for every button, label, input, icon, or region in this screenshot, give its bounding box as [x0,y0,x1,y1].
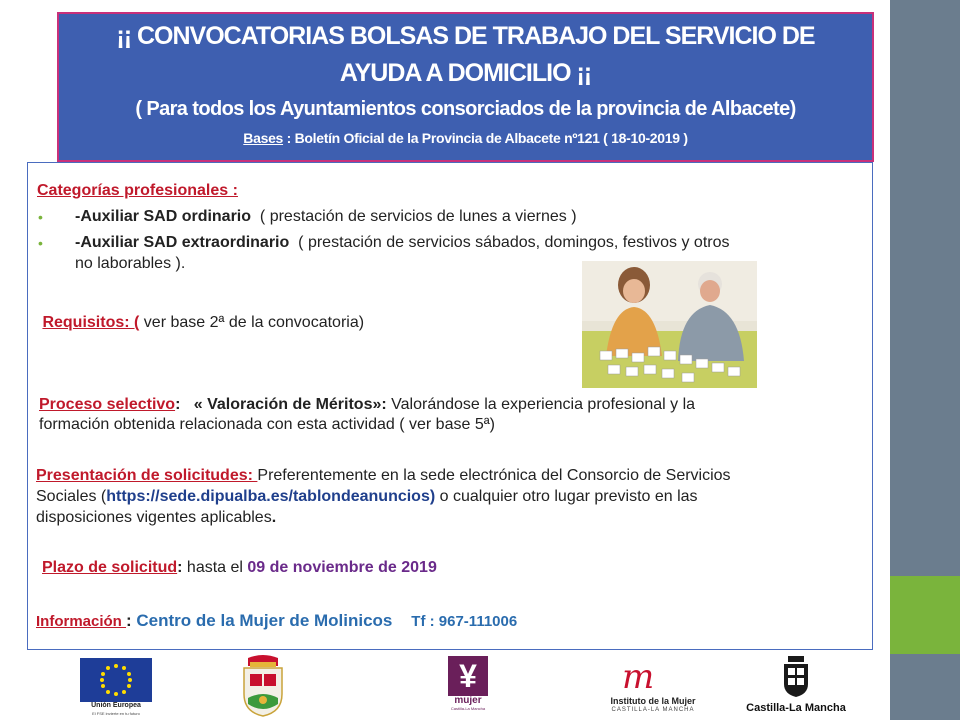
title-banner [57,12,874,162]
proceso-line-1 [39,394,695,416]
clm-name: Castilla-La Mancha [746,702,846,714]
centro-mujer-label: mujer [454,695,482,706]
centro-mujer-icon: ¥ [448,656,488,696]
category-detail-2: ( prestación de servicios sábados, domingos, festivos y otros [298,234,730,251]
proceso-line-2: formación obtenida relacionada con esta actividad ( ver base 5ª) [39,416,495,433]
requisitos-text: ver base 2ª de la convocatoria) [139,314,365,331]
sidebar-green-accent [890,576,960,654]
plazo-line [42,557,437,579]
bases-line [59,130,872,146]
presentacion-line-3 [36,507,276,529]
presentacion-text: Preferentemente en la sede electrónica del Consorcio de Servicios [257,467,731,484]
proceso-colon: : [175,396,181,413]
informacion-label: Información [36,613,127,630]
caregiver-photo [582,261,757,388]
presentacion-text2-pre: Sociales ( [36,488,107,505]
eu-logo [80,658,152,718]
category-name-2: -Auxiliar SAD extraordinario [75,234,290,251]
footer-logos [0,652,890,720]
eu-name: Unión Europea [91,702,141,709]
proceso-highlight: « Valoración de Méritos»: [193,396,387,413]
bases-label: Bases [243,130,284,146]
categories-heading: Categorías profesionales : [37,182,238,199]
presentacion-text3: disposiciones vigentes aplicables [36,509,272,526]
instituto-mujer-logo [590,657,716,716]
bullet-icon: • [38,235,43,251]
sede-link[interactable]: https://sede.dipualba.es/tablondeanuncios) [106,488,436,505]
eu-sub: El FSE invierte en tu futuro [92,711,140,716]
presentacion-label: Presentación de solicitudes: [36,467,258,484]
proceso-text: Valorándose la experiencia profesional y la [386,396,696,413]
category-name-1: -Auxiliar SAD ordinario [75,208,252,225]
requisitos-line [38,312,364,334]
presentacion-text3-end: . [271,509,277,526]
category-item-1 [75,206,577,228]
instituto-sub: CASTILLA-LA MANCHA [611,707,695,713]
presentacion-line-1 [36,465,731,487]
title-line-1: ¡¡ CONVOCATORIAS BOLSAS DE TRABAJO DEL SERVICIO DE [116,22,815,50]
centro-mujer-logo [448,656,488,716]
molinicos-coat-of-arms [240,654,286,718]
instituto-m-icon: m [622,657,655,697]
subtitle: ( Para todos los Ayuntamientos consorciados de la provincia de Albacete) [135,98,796,120]
title-line-2: AYUDA A DOMICILIO ¡¡ [339,59,592,87]
plazo-label: Plazo de solicitud [42,559,178,576]
informacion-line [36,610,517,633]
informacion-colon: : [126,611,137,630]
plazo-text: hasta el [182,559,248,576]
informacion-phone: Tf : 967-111006 [411,613,518,630]
plazo-date: 09 de noviembre de 2019 [247,559,437,576]
informacion-center: Centro de la Mujer de Molinicos [136,611,393,630]
bases-text: : Boletín Oficial de la Provincia de Albacete nº121 ( 18-10-2019 ) [283,130,688,146]
requisitos-label: Requisitos: ( [42,314,140,331]
presentacion-line-2 [36,486,698,508]
category-detail-2-cont: no laborables ). [75,255,186,272]
proceso-label: Proceso selectivo [39,396,176,413]
instituto-name: Instituto de la Mujer [610,696,696,706]
category-detail-1: ( prestación de servicios de lunes a viernes ) [259,208,577,225]
presentacion-text2-post: o cualquier otro lugar previsto en las [435,488,698,505]
castilla-la-mancha-logo [746,654,846,718]
plazo-colon: : [177,559,183,576]
bullet-icon: • [38,209,43,225]
category-item-2 [75,232,729,254]
centro-mujer-sub: Castilla-La Mancha [450,706,486,711]
